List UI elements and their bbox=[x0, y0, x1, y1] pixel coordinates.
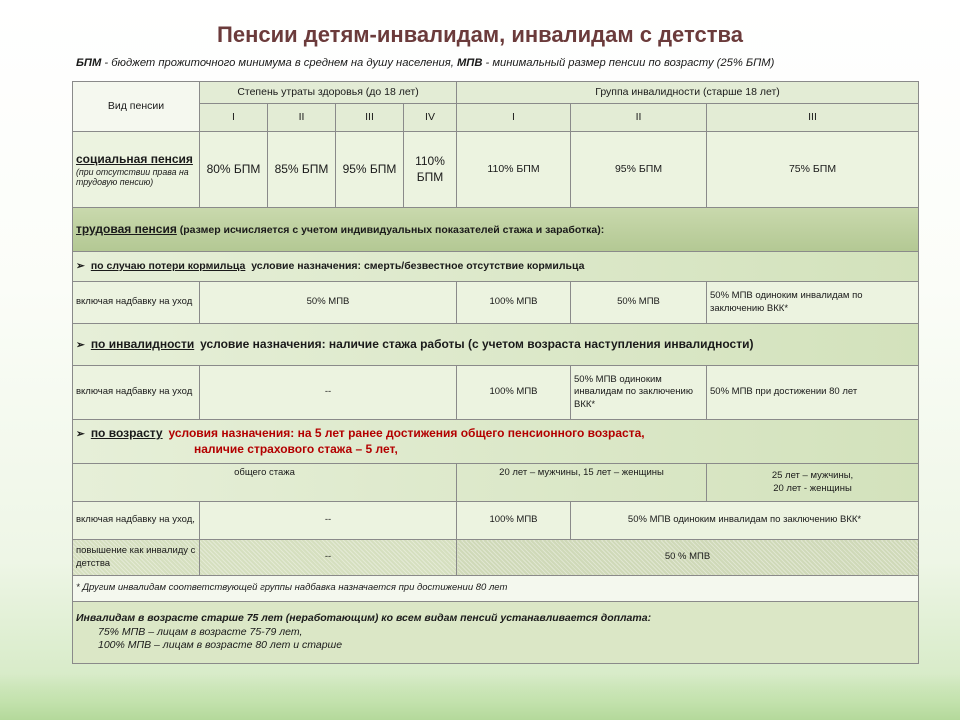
labor-pension-row bbox=[73, 208, 919, 252]
group-1-header: I bbox=[457, 104, 571, 132]
disability-condition: условие назначения: наличие стажа работы (с учетом возраста наступления инвалидности) bbox=[200, 336, 754, 351]
social-group-3: 75% БПМ bbox=[707, 132, 919, 208]
age-header-row bbox=[73, 420, 919, 464]
page-title: Пенсии детям-инвалидам, инвалидам с детства bbox=[217, 22, 743, 47]
age-total-g3 bbox=[707, 464, 919, 502]
age-increase-label: повышение как инвалиду с детства bbox=[73, 540, 200, 576]
social-pension-title: социальная пенсия bbox=[76, 151, 193, 166]
survivor-title: по случаю потери кормильца bbox=[90, 259, 246, 272]
age-increase-groups: 50 % МПВ bbox=[457, 540, 919, 576]
disability-group-3: 50% МПВ при достижении 80 лет bbox=[707, 366, 919, 420]
age-care-group-1: 100% МПВ bbox=[457, 502, 571, 540]
social-degree-3: 95% БПМ bbox=[336, 132, 404, 208]
arrow-bullet-icon: ➢ bbox=[76, 338, 85, 351]
age-care-label: включая надбавку на уход, bbox=[73, 502, 200, 540]
age-header-cell bbox=[73, 420, 919, 464]
decorative-green-band bbox=[0, 674, 960, 720]
survivor-values-row bbox=[73, 282, 919, 324]
age-title: по возрасту bbox=[90, 425, 163, 440]
group-2-header: II bbox=[571, 104, 707, 132]
abbreviations-note bbox=[76, 57, 936, 69]
age-total-g12: 20 лет – мужчины, 15 лет – женщины bbox=[457, 464, 707, 502]
age-increase-row bbox=[73, 540, 919, 576]
age-increase-degrees: -- bbox=[200, 540, 457, 576]
arrow-bullet-icon: ➢ bbox=[76, 259, 85, 272]
arrow-bullet-icon: ➢ bbox=[76, 427, 85, 440]
social-degree-4: 110% БПМ bbox=[404, 132, 457, 208]
supplement-cell bbox=[73, 602, 919, 664]
header-row-1 bbox=[73, 82, 919, 104]
labor-pension-cell bbox=[73, 208, 919, 252]
disability-header-cell bbox=[73, 324, 919, 366]
disability-header-row bbox=[73, 324, 919, 366]
social-group-2: 95% БПМ bbox=[571, 132, 707, 208]
survivor-group-2: 50% МПВ bbox=[571, 282, 707, 324]
footnote-row bbox=[73, 576, 919, 602]
mpv-definition: - минимальный размер пенсии по возрасту (25% БПМ) bbox=[482, 57, 775, 69]
pension-table bbox=[72, 81, 919, 664]
survivor-group-1: 100% МПВ bbox=[457, 282, 571, 324]
group-header: Группа инвалидности (старше 18 лет) bbox=[457, 82, 919, 104]
age-total-g3-women: 20 лет - женщины bbox=[773, 482, 852, 494]
age-care-group-2-3: 50% МПВ одиноким инвалидам по заключению ВКК* bbox=[571, 502, 919, 540]
degree-header: Степень утраты здоровья (до 18 лет) bbox=[200, 82, 457, 104]
labor-pension-title: трудовая пенсия bbox=[76, 221, 177, 236]
age-condition-1: условия назначения: на 5 лет ранее достижения общего пенсионного возраста, bbox=[168, 425, 645, 440]
group-3-header: III bbox=[707, 104, 919, 132]
survivor-header-row bbox=[73, 252, 919, 282]
age-total-row bbox=[73, 464, 919, 502]
labor-pension-note: (размер исчисляется с учетом индивидуальных показателей стажа и заработка): bbox=[179, 223, 605, 236]
supplement-line-1: Инвалидам в возрасте старше 75 лет (неработающим) ко всем видам пенсий устанавливается доплата: bbox=[76, 612, 652, 625]
bpm-abbr: БПМ bbox=[76, 57, 102, 69]
supplement-row bbox=[73, 602, 919, 664]
survivor-condition: условие назначения: смерть/безвестное отсутствие кормильца bbox=[251, 259, 585, 272]
social-degree-2: 85% БПМ bbox=[268, 132, 336, 208]
disability-group-1: 100% МПВ bbox=[457, 366, 571, 420]
degree-1-header: I bbox=[200, 104, 268, 132]
bpm-definition: - бюджет прожиточного минимума в среднем на душу населения, bbox=[101, 57, 457, 69]
disability-values-row bbox=[73, 366, 919, 420]
age-total-label: общего стажа bbox=[73, 464, 457, 502]
social-pension-label bbox=[73, 132, 200, 208]
disability-row-label: включая надбавку на уход bbox=[73, 366, 200, 420]
header-row-2 bbox=[73, 104, 919, 132]
age-condition-2: наличие страхового стажа – 5 лет, bbox=[194, 441, 398, 456]
disability-degrees-value: -- bbox=[200, 366, 457, 420]
age-care-row bbox=[73, 502, 919, 540]
survivor-header-cell bbox=[73, 252, 919, 282]
survivor-group-3: 50% МПВ одиноким инвалидам по заключению ВКК* bbox=[707, 282, 919, 324]
social-group-1: 110% БПМ bbox=[457, 132, 571, 208]
disability-title: по инвалидности bbox=[90, 336, 195, 351]
social-pension-row bbox=[73, 132, 919, 208]
type-header: Вид пенсии bbox=[73, 82, 200, 132]
disability-group-2: 50% МПВ одиноким инвалидам по заключению ВКК* bbox=[571, 366, 707, 420]
social-pension-note: (при отсутствии права на трудовую пенсию) bbox=[76, 167, 189, 188]
supplement-line-3: 100% МПВ – лицам в возрасте 80 лет и старше bbox=[98, 639, 343, 652]
footnote: * Другим инвалидам соответствующей группы надбавка назначается при достижении 80 лет bbox=[73, 576, 919, 602]
age-care-degrees: -- bbox=[200, 502, 457, 540]
supplement-line-2: 75% МПВ – лицам в возрасте 75-79 лет, bbox=[98, 625, 303, 638]
survivor-row-label: включая надбавку на уход bbox=[73, 282, 200, 324]
degree-4-header: IV bbox=[404, 104, 457, 132]
social-degree-1: 80% БПМ bbox=[200, 132, 268, 208]
age-total-g3-men: 25 лет – мужчины, bbox=[771, 470, 854, 482]
mpv-abbr: МПВ bbox=[456, 57, 483, 69]
degree-3-header: III bbox=[336, 104, 404, 132]
degree-2-header: II bbox=[268, 104, 336, 132]
survivor-degrees-value: 50% МПВ bbox=[200, 282, 457, 324]
